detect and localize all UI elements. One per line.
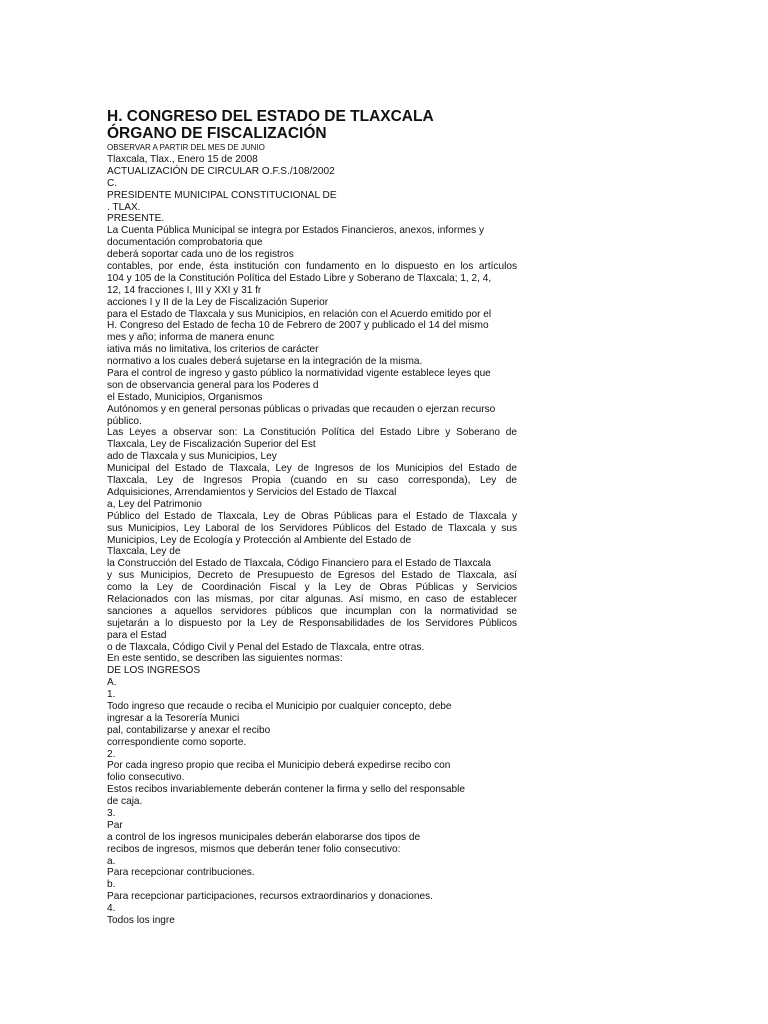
text-line: Público del Estado de Tlaxcala, Ley de Obras Públicas para el Estado de Tlaxcala y [107,510,517,522]
text-line: documentación comprobatoria que [107,237,263,249]
text-line: Municipios, Ley de Ecología y Protección al Ambiente del Estado de [107,534,412,546]
text-line: sus Municipios, Ley Laboral de los Servidores Públicos del Estado de Tlaxcala y sus [107,522,517,534]
text-line: 12, 14 fracciones I, III y XXI y 31 fr [107,284,262,296]
text-line: 104 y 105 de la Constitución Política del Estado Libre y Soberano de Tlaxcala; 1, 2, 4, [107,272,492,284]
text-line: PRESIDENTE MUNICIPAL CONSTITUCIONAL DE [107,189,337,201]
text-line: acciones I y II de la Ley de Fiscalización Superior [107,296,329,308]
text-line: público. [107,415,142,427]
text-line: a control de los ingresos municipales deberán elaborarse dos tipos de [107,831,421,843]
text-line: deberá soportar cada uno de los registros [107,249,294,261]
text-line: recibos de ingresos, mismos que deberán tener folio consecutivo: [107,843,401,855]
text-line: de caja. [107,796,143,808]
text-line: Las Leyes a observar son: La Constitución Política del Estado Libre y Soberano de [107,427,517,439]
text-line: Relacionados con las mismas, por citar algunas. Así mismo, en caso de establecer [107,593,517,605]
text-line: iativa más no limitativa, los criterios de carácter [107,344,319,356]
text-line: folio consecutivo. [107,772,185,784]
text-line: Tlaxcala, Ley de Ingresos Propia (cuando en su caso corresponda), Ley de [107,475,517,487]
text-line: Tlaxcala, Ley de Fiscalización Superior del Est [107,439,316,451]
text-line: Tlaxcala, Tlax., Enero 15 de 2008 [107,154,258,165]
text-line: normativo a los cuales deberá sujetarse en la integración de la misma. [107,356,423,368]
text-line: Adquisiciones, Arrendamientos y Servicios del Estado de Tlaxcal [107,486,397,498]
text-line: son de observancia general para los Poderes d [107,379,319,391]
text-line: el Estado, Municipios, Organismos [107,391,263,403]
text-line: 4. [107,903,116,915]
text-line: En este sentido, se describen las siguientes normas: [107,653,343,665]
text-line: b. [107,879,116,891]
text-line: para el Estado de Tlaxcala y sus Municipios, en relación con el Acuerdo emitido por el [107,308,492,320]
text-line: Todos los ingre [107,915,175,926]
text-line: . TLAX. [107,201,141,213]
text-line: ingresar a la Tesorería Munici [107,712,240,724]
text-line: contables, por ende, ésta institución con fundamento en lo dispuesto en los artículos [107,261,517,273]
text-line: A. [107,677,117,689]
text-line: Estos recibos invariablemente deberán contener la firma y sello del responsable [107,784,465,796]
text-line: pal, contabilizarse y anexar el recibo [107,724,271,736]
document-page [107,108,527,927]
text-line: mes y año; informa de manera enunc [107,332,275,344]
text-line: ACTUALIZACIÓN DE CIRCULAR O.F.S./108/2002 [107,165,335,177]
text-line: sanciones a aquellos servidores públicos que incumplan con la normatividad se [107,605,517,617]
text-line: H. Congreso del Estado de fecha 10 de Febrero de 2007 y publicado el 14 del mismo [107,320,489,332]
text-line: Para el control de ingreso y gasto público la normatividad vigente establece leyes que [107,368,491,380]
text-line: 2. [107,748,116,760]
text-line: la Construcción del Estado de Tlaxcala, Código Financiero para el Estado de Tlaxcala [107,558,491,570]
text-line: Todo ingreso que recaude o reciba el Municipio por cualquier concepto, debe [107,700,452,712]
document-body [107,154,527,927]
text-line: C. [107,177,118,189]
text-line: Por cada ingreso propio que reciba el Municipio deberá expedirse recibo con [107,760,451,772]
document-subtitle: OBSERVAR A PARTIR DEL MES DE JUNIO [107,143,265,152]
text-line: 3. [107,807,116,819]
text-line: Para recepcionar participaciones, recursos extraordinarios y donaciones. [107,891,433,903]
text-line: ado de Tlaxcala y sus Municipios, Ley [107,451,277,463]
text-line: PRESENTE. [107,213,165,225]
text-line: DE LOS INGRESOS [107,665,201,677]
text-line: La Cuenta Pública Municipal se integra por Estados Financieros, anexos, informes y [107,225,485,237]
document-title-line-1: H. CONGRESO DEL ESTADO DE TLAXCALA [107,108,434,125]
text-line: o de Tlaxcala, Código Civil y Penal del Estado de Tlaxcala, entre otras. [107,641,425,653]
document-title-line-2: ÓRGANO DE FISCALIZACIÓN [107,125,327,142]
text-line: como la Ley de Coordinación Fiscal y la Ley de Obras Públicas y Servicios [107,582,517,594]
text-line: Par [107,819,123,831]
text-line: a. [107,855,116,867]
text-line: correspondiente como soporte. [107,736,247,748]
text-line: sujetarán a lo dispuesto por la Ley de Responsabilidades de los Servidores Públicos [107,617,517,629]
text-line: a, Ley del Patrimonio [107,498,202,510]
text-line: y sus Municipios, Decreto de Presupuesto de Egresos del Estado de Tlaxcala, así [107,570,517,582]
text-line: Tlaxcala, Ley de [107,546,181,558]
text-line: para el Estad [107,629,167,641]
text-line: 1. [107,689,116,701]
text-line: Municipal del Estado de Tlaxcala, Ley de Ingresos de los Municipios del Estado de [107,463,517,475]
text-line: Para recepcionar contribuciones. [107,867,255,879]
text-line: Autónomos y en general personas públicas o privadas que recauden o ejerzan recurso [107,403,496,415]
